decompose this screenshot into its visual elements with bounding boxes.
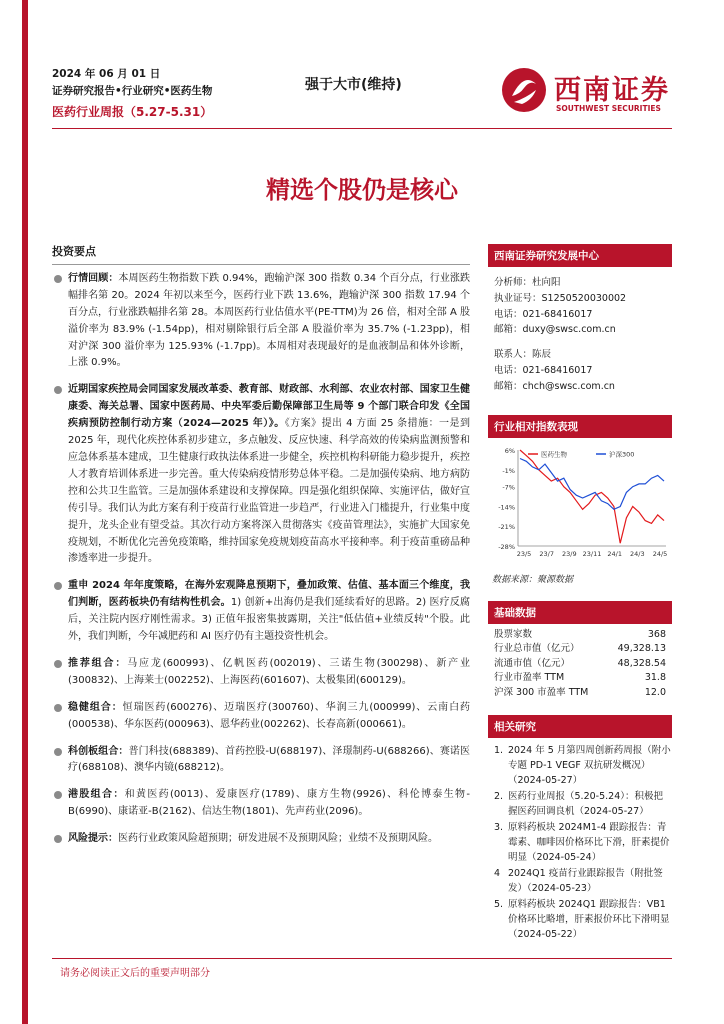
- chart-series-line-csi300: [520, 458, 664, 509]
- chart-legend-label: 医药生物: [541, 450, 567, 459]
- highlight-lead: 风险提示：: [68, 833, 118, 845]
- basic-data-value: 12.0: [644, 686, 666, 698]
- basic-data-row: [488, 657, 672, 672]
- related-research-item[interactable]: [488, 820, 672, 866]
- related-item-number: 2.: [494, 790, 504, 802]
- chart-y-tick-label: -1%: [502, 466, 515, 475]
- related-item-number: 1.: [494, 744, 504, 756]
- basic-data-label: 股票家数: [494, 628, 533, 640]
- investment-highlights: [52, 244, 470, 858]
- chart-x-tick-label: 24/3: [630, 549, 645, 558]
- highlight-lead: 稳健组合：: [68, 701, 123, 713]
- highlight-lead: 近期国家疾控局会同国家发展改革委、教育部、财政部、水利部、农业农村部、国家卫生健康委、海关总署、国家中医药局、中央军委后勤保障部卫生局等 9 个部门联合印发《全国疾病预防控制行动方案（2024—2025 年）》。: [68, 384, 470, 430]
- chart-y-tick-label: -21%: [498, 522, 515, 531]
- basic-data-label: 沪深 300 市盈率 TTM: [494, 686, 589, 698]
- highlight-item: [52, 831, 470, 848]
- company-logo: [500, 62, 675, 122]
- basic-data-section: [488, 601, 672, 701]
- highlight-lead: 港股组合：: [68, 789, 125, 801]
- basic-data-row: [488, 628, 672, 643]
- highlight-lead: 推荐组合：: [68, 657, 128, 669]
- related-item-text: 2024 年 5 月第四周创新药周报（附小专题 PD-1 VEGF 双抗研发概况）（2024-05-27）: [508, 744, 671, 787]
- basic-data-heading: 基础数据: [488, 601, 672, 624]
- chart-series-line-pharma: [520, 450, 664, 543]
- bullet-dot-icon: [54, 386, 62, 394]
- chart-x-tick-label: 24/5: [652, 549, 668, 558]
- footer-divider: [52, 958, 672, 959]
- chart-x-tick-label: 23/5: [516, 549, 532, 558]
- highlight-lead: 科创板组合：: [68, 745, 129, 757]
- highlight-text: 《方案》提出 4 方面 25 条措施：一是到 2025 年，现代化疾控体系初步建立，多点触发、反应快速、科学高效的传染病监测预警和应急体系基本建成，卫生健康行政执法体系进一步健全，疾控机构科研能力稳步提升，疾控人才教育培训体系进一步完善。重大传染病疫情形势总体平稳。二是加强传染病、地方病防控和公共卫生监管。三是加强体系建设和支撑保障。四是强化组织保障、实施评估，做好宣传引导。我们认为此方案有利于疫苗行业监管进一步趋严，行业进入门槛提升，行业集中度提升，龙头企业有望受益。其次行动方案将深入贯彻落实《疫苗管理法》，实施扩大国家免疫规划，不断优化完善免疫策略，维持国家免疫规划疫苗高水平接种率。利于疫苗重磅品种渗透率进一步提升。: [68, 418, 470, 565]
- related-research-item[interactable]: [488, 743, 672, 789]
- analyst-phone: 电话：021-68416017: [494, 308, 593, 320]
- highlight-text: 医药行业政策风险超预期；研发进展不及预期风险；业绩不及预期风险。: [118, 833, 438, 845]
- logo-text-en: SOUTHWEST SECURITIES: [556, 104, 661, 113]
- basic-data-row: [488, 671, 672, 686]
- left-accent-bar: [22, 0, 28, 1024]
- basic-data-value: 31.8: [644, 672, 666, 684]
- header-divider: [52, 128, 672, 129]
- basic-data-value: 48,328.54: [617, 657, 666, 669]
- contact-email[interactable]: 邮箱：chch@swsc.com.cn: [494, 380, 615, 392]
- related-item-text: 原料药板块 2024Q1 跟踪报告：VB1 价格环比略增，肝素报价环比下滑明显（2024-05-22）: [508, 898, 670, 941]
- bullet-dot-icon: [54, 582, 62, 590]
- report-period: 医药行业周报（5.27-5.31）: [52, 105, 213, 119]
- related-item-text: 原料药板块 2024M1-4 跟踪报告：青霉素、咖啡因价格环比下滑，肝素提价明显（2024-05-24）: [508, 821, 670, 864]
- highlight-text: 本周医药生物指数下跌 0.94%，跑输沪深 300 指数 0.34 个百分点，行业涨跌幅排名第 20。2024 年初以来至今，医药行业下跌 13.6%，跑输沪深 300 指数 17.94 个百分点，行业涨跌幅排名第 28。本周医药行业估值水平(PE-TTM)为 26 倍，相对全部 A 股溢价率为 83.9% (-1.54pp)，相对剔除银行后全部 A 股溢价率为 35.7% (-1.23pp)，相对沪深 300 溢价率为 125.93% (-1.7pp)。本周相对表现最好的是血液制品和体外诊断，上涨 0.9%。: [68, 272, 471, 369]
- highlight-lead: 行情回顾：: [68, 272, 119, 284]
- highlight-item: [52, 700, 470, 734]
- industry-rating: 强于大市(维持): [305, 77, 402, 93]
- chart-x-tick-label: 23/9: [562, 549, 577, 558]
- highlight-item: [52, 382, 470, 568]
- right-sidebar: [488, 244, 672, 943]
- highlight-item: [52, 271, 470, 372]
- highlight-item: [52, 578, 470, 646]
- related-research-section: [488, 715, 672, 943]
- related-research-item[interactable]: [488, 789, 672, 820]
- related-research-heading: 相关研究: [488, 715, 672, 738]
- related-item-number: 3.: [494, 821, 504, 833]
- analyst-email[interactable]: 邮箱：duxy@swsc.com.cn: [494, 324, 616, 336]
- highlight-lead: 重申 2024 年年度策略，在海外宏观降息预期下，叠加政策、估值、基本面三个维度，我们判断，医药板块仍有结构性机会。: [68, 580, 470, 609]
- highlight-text: 1) 创新+出海仍是我们延续看好的思路。2) 医疗反腐后，关注院内医疗刚性需求。3) 正值年报密集披露期，关注"低估值+业绩反转"个股。此外，我们判断，今年减肥药和 AI 医疗仍有主题投资性机会。: [68, 597, 471, 643]
- report-date: 2024 年 06 月 01 日: [52, 68, 161, 80]
- bullet-dot-icon: [54, 704, 62, 712]
- contact-name: 联系人：陈辰: [494, 349, 552, 361]
- logo-text-zh: 西南证券: [554, 75, 670, 106]
- related-item-number: 4: [494, 867, 501, 879]
- related-research-list: [488, 743, 672, 943]
- research-center-heading: 西南证券研究发展中心: [488, 244, 672, 267]
- report-type: 证券研究报告•行业研究•医药生物: [52, 85, 213, 97]
- highlights-list: [52, 271, 470, 848]
- bullet-dot-icon: [54, 275, 62, 283]
- related-item-text: 医药行业周报（5.20-5.24）：积极把握医药回调良机（2024-05-27）: [508, 790, 663, 818]
- basic-data-row: [488, 686, 672, 701]
- contact-phone: 电话：021-68416017: [494, 364, 593, 376]
- highlight-item: [52, 744, 470, 778]
- report-title: 精选个股仍是核心: [266, 176, 458, 204]
- footer-disclaimer: 请务必阅读正文后的重要声明部分: [60, 968, 210, 979]
- highlight-item: [52, 656, 470, 690]
- chart-y-tick-label: -7%: [502, 483, 515, 492]
- chart-x-tick-label: 24/1: [607, 549, 622, 558]
- related-research-item[interactable]: [488, 897, 672, 943]
- related-item-number: 5.: [494, 898, 504, 910]
- basic-data-value: 49,328.13: [617, 643, 666, 655]
- basic-data-row: [488, 642, 672, 657]
- chart-x-tick-label: 23/11: [582, 549, 602, 558]
- relative-index-chart: [488, 442, 672, 570]
- highlights-heading: 投资要点: [52, 244, 470, 265]
- highlight-text: 恒瑞医药(600276)、迈瑞医疗(300760)、华润三九(000999)、云南白药(000538)、华东医药(000963)、恩华药业(002262)、长春高新(000661)。: [68, 701, 471, 730]
- chart-source: 数据来源：聚源数据: [492, 574, 574, 585]
- basic-data-label: 行业总市值（亿元）: [494, 643, 580, 655]
- chart-legend-label: 沪深300: [609, 450, 635, 459]
- highlight-item: [52, 787, 470, 821]
- chart-x-tick-label: 23/7: [539, 549, 554, 558]
- analyst-license: 执业证号：S1250520030002: [494, 292, 627, 304]
- chart-y-tick-label: -14%: [498, 503, 515, 512]
- basic-data-table: [488, 628, 672, 701]
- highlight-text: 和黄医药(0013)、爱康医疗(1789)、康方生物(9926)、科伦博泰生物-B(6990)、康诺亚-B(2162)、信达生物(1801)、先声药业(2096)。: [68, 789, 471, 818]
- highlight-text: 马应龙(600993)、亿帆医药(002019)、三诺生物(300298)、新产业(300832)、上海莱士(002252)、上海医药(601607)、太极集团(600129)。: [68, 657, 470, 686]
- related-research-item[interactable]: [488, 866, 672, 897]
- highlight-text: 普门科技(688389)、首药控股-U(688197)、泽璟制药-U(688266)、赛诺医疗(688108)、澳华内镜(688212)。: [68, 745, 470, 774]
- report-header-info: [52, 66, 212, 121]
- basic-data-label: 行业市盈率 TTM: [494, 672, 565, 684]
- bullet-dot-icon: [54, 835, 62, 843]
- logo-emblem-icon: [500, 66, 548, 114]
- chart-y-tick-label: -28%: [498, 542, 515, 551]
- basic-data-label: 流通市值（亿元）: [494, 657, 571, 669]
- related-item-text: 2024Q1 疫苗行业跟踪报告（附批签发）（2024-05-23）: [508, 867, 663, 895]
- chart-y-tick-label: 6%: [504, 446, 515, 455]
- relative-index-chart-section: [488, 415, 672, 585]
- bullet-dot-icon: [54, 791, 62, 799]
- bullet-dot-icon: [54, 748, 62, 756]
- chart-heading: 行业相对指数表现: [488, 415, 672, 438]
- bullet-dot-icon: [54, 660, 62, 668]
- basic-data-value: 368: [647, 628, 666, 640]
- analyst-name: 分析师：杜向阳: [494, 277, 561, 288]
